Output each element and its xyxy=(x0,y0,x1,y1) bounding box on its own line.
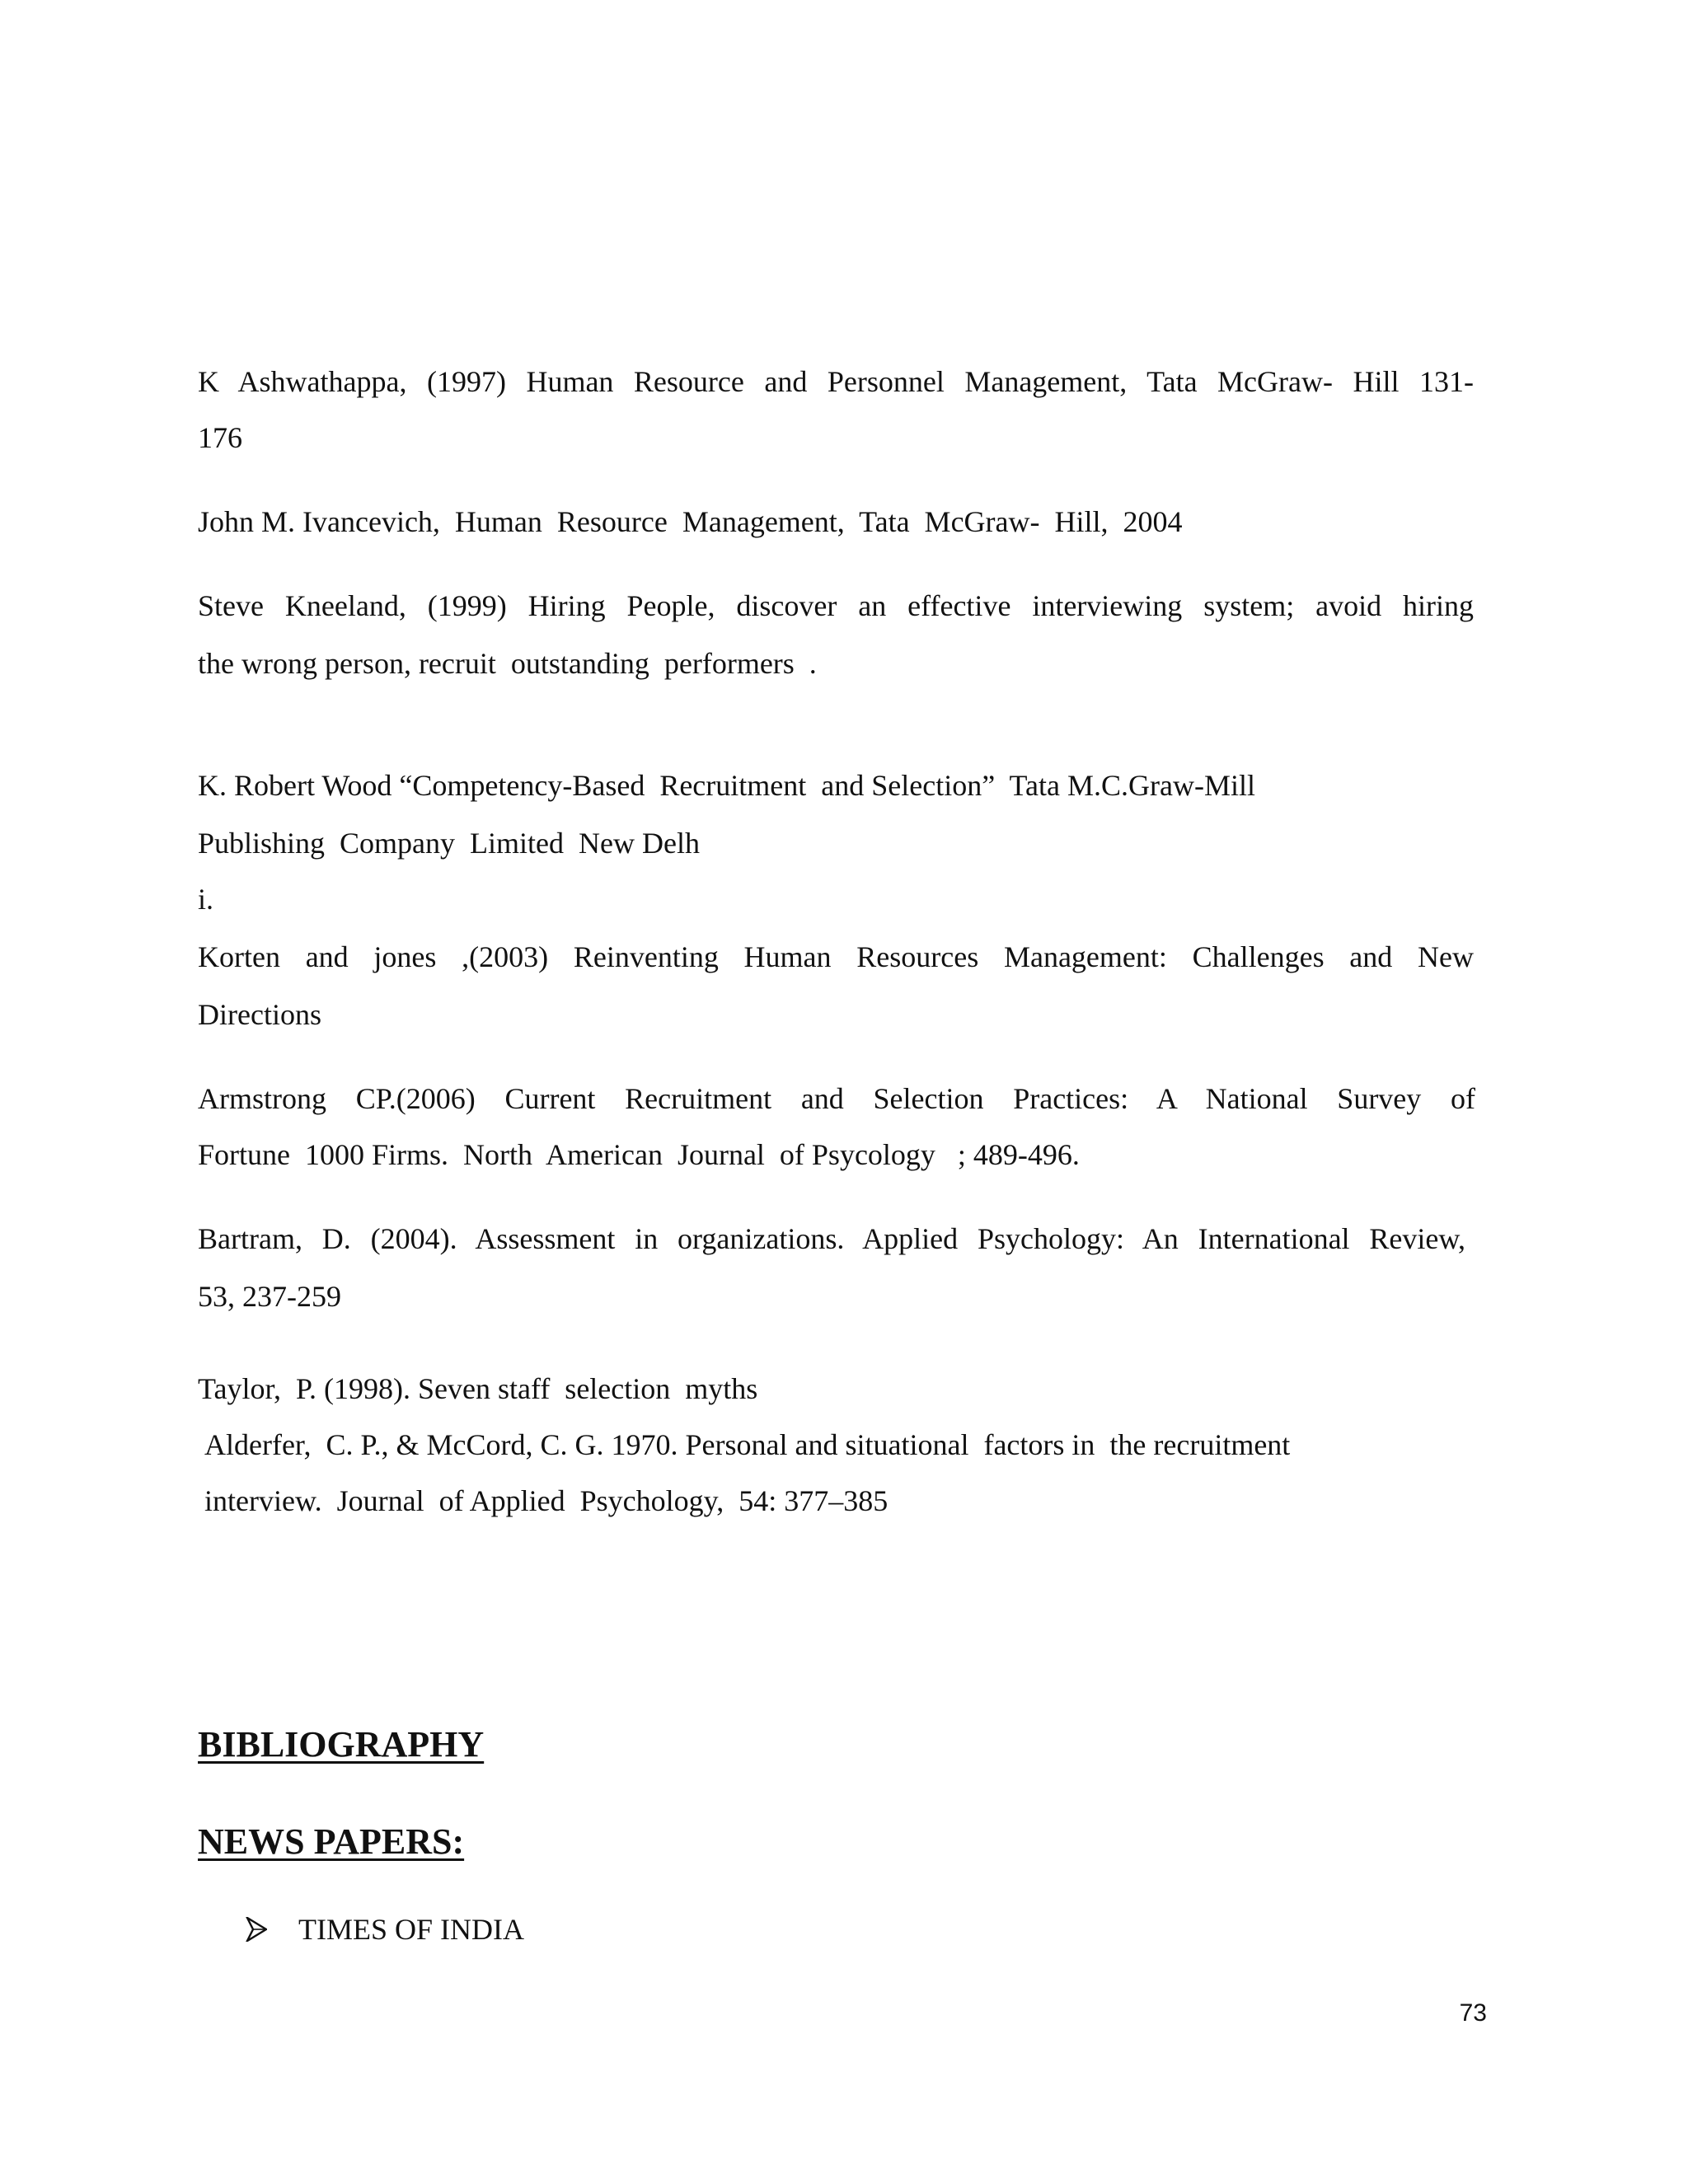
reference-bartram-line-2: 53, 237-259 xyxy=(198,1280,341,1313)
reference-ashwathappa-line-1: K Ashwathappa, (1997) Human Resource and Personnel Management, Tata McGraw- Hill 131- xyxy=(198,365,1474,398)
reference-wood-line-1: K. Robert Wood “Competency-Based Recruitment and Selection” Tata M.C.Graw-Mill xyxy=(198,769,1255,802)
arrow-bullet-icon xyxy=(246,1917,267,1942)
newspaper-list-item xyxy=(246,1915,524,1944)
reference-ivancevich: John M. Ivancevich, Human Resource Management, Tata McGraw- Hill, 2004 xyxy=(198,505,1183,538)
reference-armstrong-line-1: Armstrong CP.(2006) Current Recruitment and Selection Practices: A National Survey of xyxy=(198,1082,1475,1115)
reference-alderfer-line-1: Alderfer, C. P., & McCord, C. G. 1970. Personal and situational factors in the recruitment xyxy=(204,1428,1291,1461)
reference-kneeland-line-2: the wrong person, recruit outstanding performers . xyxy=(198,647,817,680)
bibliography-heading: BIBLIOGRAPHY xyxy=(198,1724,485,1765)
reference-alderfer-line-2: interview. Journal of Applied Psychology, 54: 377–385 xyxy=(204,1484,889,1517)
reference-korten-line-2: Directions xyxy=(198,998,321,1031)
reference-wood-line-2: Publishing Company Limited New Delh xyxy=(198,827,700,860)
newspaper-name: TIMES OF INDIA xyxy=(298,1913,524,1946)
reference-taylor: Taylor, P. (1998). Seven staff selection myths xyxy=(198,1372,758,1405)
reference-wood-line-3: i. xyxy=(198,883,214,916)
reference-ashwathappa-line-2: 176 xyxy=(198,421,242,454)
newspapers-heading: NEWS PAPERS: xyxy=(198,1821,465,1862)
page-number: 73 xyxy=(1459,1999,1487,2027)
reference-armstrong-line-2: Fortune 1000 Firms. North American Journal of Psycology ; 489-496. xyxy=(198,1138,1080,1171)
reference-korten-line-1: Korten and jones ,(2003) Reinventing Human Resources Management: Challenges and New xyxy=(198,940,1474,973)
reference-kneeland-line-1: Steve Kneeland, (1999) Hiring People, discover an effective interviewing system; avoid hiring xyxy=(198,589,1474,622)
reference-bartram-line-1: Bartram, D. (2004). Assessment in organizations. Applied Psychology: An International Review, xyxy=(198,1222,1465,1255)
